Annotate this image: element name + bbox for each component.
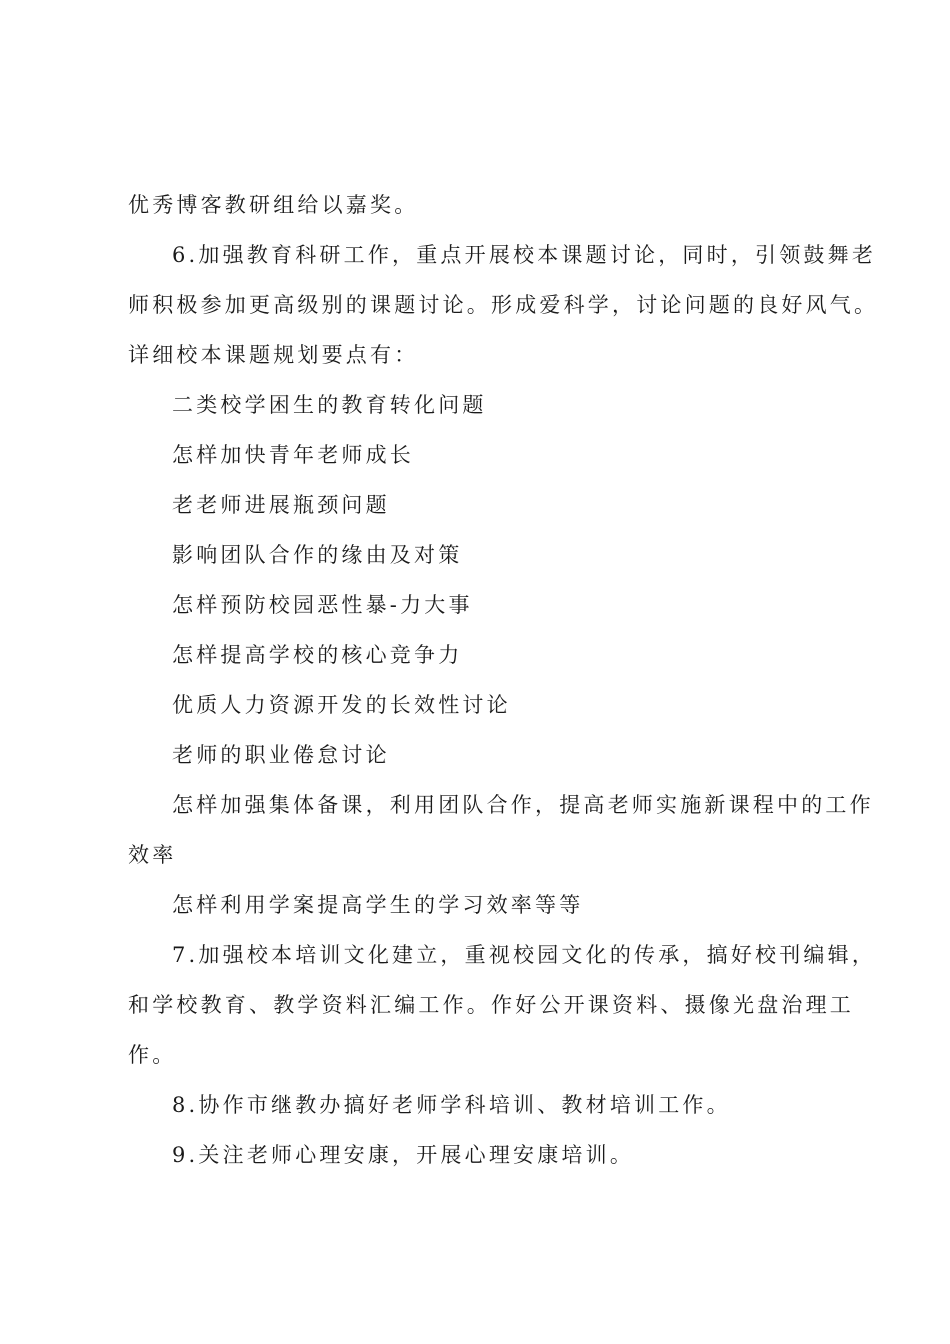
paragraph-line: 7.加强校本培训文化建立，重视校园文化的传承，搞好校刊编辑，: [172, 943, 877, 967]
list-item: 怎样加快青年老师成长: [172, 443, 414, 467]
list-item: 效率: [128, 843, 177, 867]
paragraph-line: 8.协作市继教办搞好老师学科培训、教材培训工作。: [172, 1093, 731, 1117]
list-item: 影响团队合作的缘由及对策: [172, 543, 463, 567]
list-item: 怎样提高学校的核心竞争力: [172, 643, 463, 667]
paragraph-line: 6.加强教育科研工作，重点开展校本课题讨论，同时，引领鼓舞老: [172, 243, 877, 267]
list-item: 怎样预防校园恶性暴-力大事: [172, 593, 473, 617]
list-item: 老师的职业倦怠讨论: [172, 743, 390, 767]
paragraph-line: 优秀博客教研组给以嘉奖。: [128, 193, 419, 217]
paragraph-line: 师积极参加更高级别的课题讨论。形成爱科学，讨论问题的良好风气。: [128, 293, 879, 317]
list-item: 怎样加强集体备课，利用团队合作，提高老师实施新课程中的工作: [172, 793, 874, 817]
list-item: 优质人力资源开发的长效性讨论: [172, 693, 511, 717]
paragraph-line: 和学校教育、教学资料汇编工作。作好公开课资料、摄像光盘治理工: [128, 993, 854, 1017]
list-item: 二类校学困生的教育转化问题: [172, 393, 487, 417]
paragraph-line: 作。: [128, 1043, 177, 1067]
paragraph-line: 详细校本课题规划要点有：: [128, 343, 419, 367]
list-item: 怎样利用学案提高学生的学习效率等等: [172, 893, 584, 917]
list-item: 老老师进展瓶颈问题: [172, 493, 390, 517]
paragraph-line: 9.关注老师心理安康，开展心理安康培训。: [172, 1143, 635, 1167]
